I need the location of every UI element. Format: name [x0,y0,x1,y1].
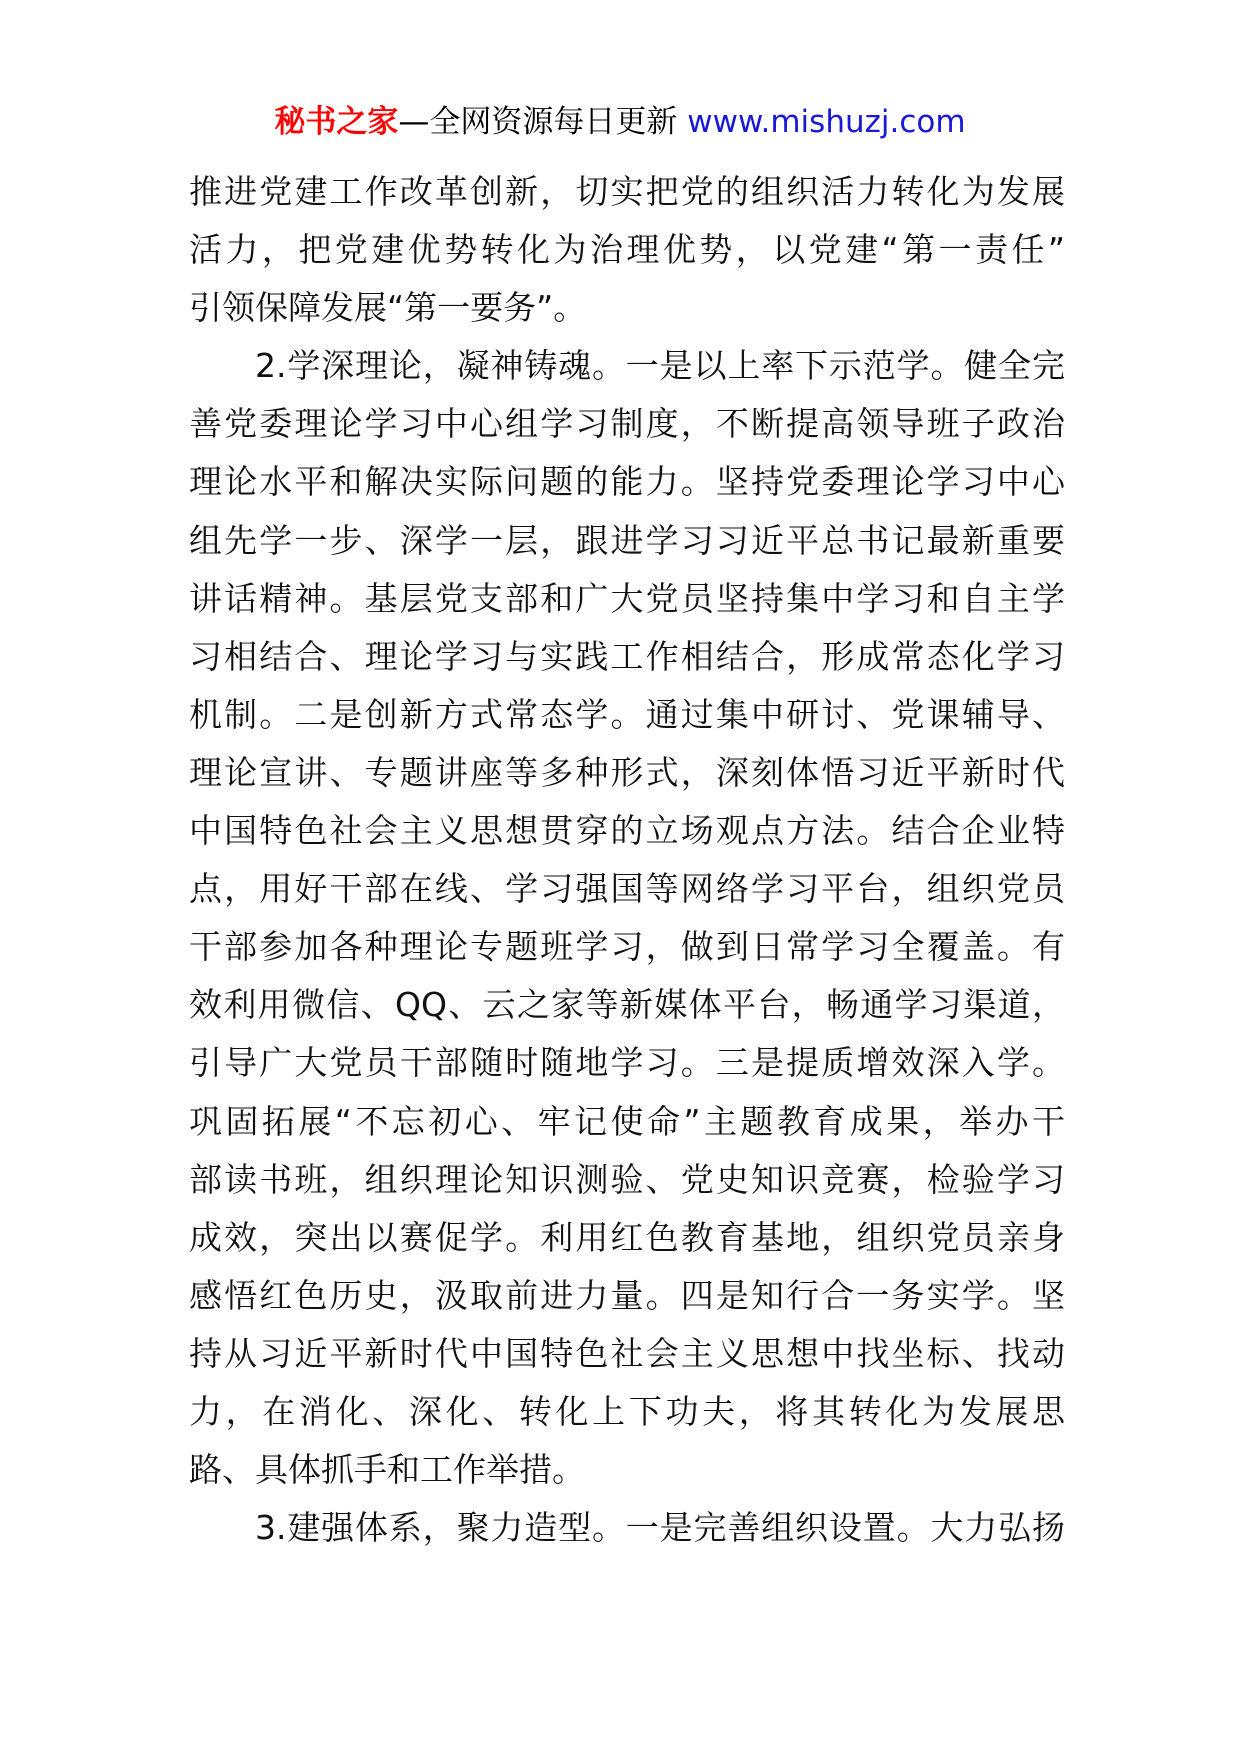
site-tagline: —全网资源每日更新 [398,104,678,140]
text-line: 成效，突出以赛促学。利用红色教育基地，组织党员亲身 [189,1217,1065,1257]
text-line: 活力，把党建优势转化为治理优势，以党建“第一责任” [189,230,1065,270]
text-line: 讲话精神。基层党支部和广大党员坚持集中学习和自主学 [189,578,1065,618]
text-line: 推进党建工作改革创新，切实把党的组织活力转化为发展 [189,172,1065,211]
text-line: 中国特色社会主义思想贯穿的立场观点方法。结合企业特 [189,811,1065,851]
text-line: 引领保障发展“第一要务”。 [189,288,587,328]
text-line: 理论水平和解决实际问题的能力。坚持党委理论学习中心 [189,462,1065,502]
text-line: 干部参加各种理论专题班学习，做到日常学习全覆盖。有 [189,927,1065,967]
text-line: 点，用好干部在线、学习强国等网络学习平台，组织党员 [189,869,1065,909]
site-header [0,100,1240,144]
text-line: 巩固拓展“不忘初心、牢记使命”主题教育成果，举办干 [189,1101,1065,1141]
text-line: 理论宣讲、专题讲座等多种形式，深刻体悟习近平新时代 [189,752,1065,792]
text-line: 习相结合、理论学习与实践工作相结合，形成常态化学习 [189,636,1065,676]
section-heading-line: 2.学深理论，凝神铸魂。一是以上率下示范学。健全完 [255,346,1065,386]
text-line: 组先学一步、深学一层，跟进学习习近平总书记最新重要 [189,520,1065,560]
site-brand: 秘书之家 [274,104,399,140]
text-line: 善党委理论学习中心组学习制度，不断提高领导班子政治 [189,404,1065,444]
text-line: 力，在消化、深化、转化上下功夫，将其转化为发展思 [189,1391,1065,1431]
text-line: 路、具体抓手和工作举措。 [189,1450,585,1490]
text-line: 机制。二是创新方式常态学。通过集中研讨、党课辅导、 [189,694,1065,734]
text-line: 部读书班，组织理论知识测验、党史知识竞赛，检验学习 [189,1159,1065,1199]
document-body [189,163,1065,1557]
text-line: 持从习近平新时代中国特色社会主义思想中找坐标、找动 [189,1333,1065,1373]
text-line: 感悟红色历史，汲取前进力量。四是知行合一务实学。坚 [189,1275,1065,1315]
site-url-link[interactable]: www.mishuzj.com [687,104,966,140]
text-line: 引导广大党员干部随时随地学习。三是提质增效深入学。 [189,1043,1065,1083]
text-line: 效利用微信、QQ、云之家等新媒体平台，畅通学习渠道， [189,985,1065,1025]
section-heading-line: 3.建强体系，聚力造型。一是完善组织设置。大力弘扬 [255,1508,1065,1548]
